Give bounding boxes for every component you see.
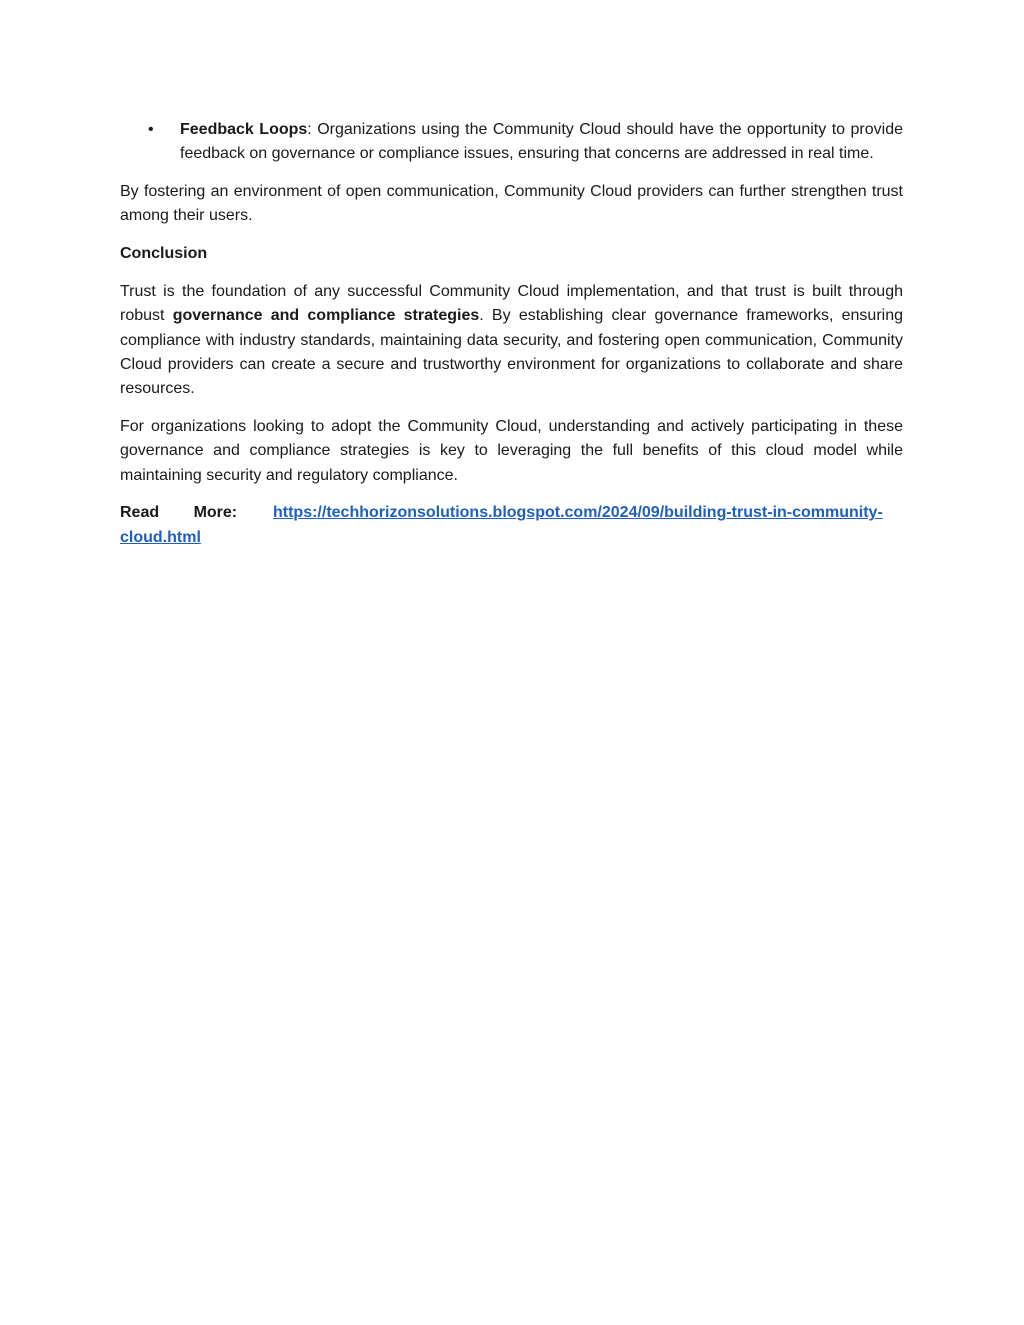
list-item-feedback-loops bbox=[120, 118, 903, 167]
adopt-paragraph: For organizations looking to adopt the Community Cloud, understanding and actively participating in these governance and compliance strategies is key to leveraging the full benefits of this cloud model while maintaining security and regulatory compliance. bbox=[120, 417, 903, 484]
conclusion-text-pre: Trust is the foundation of any successful Community Cloud implementation, and that trust is built through robust bbox=[120, 282, 903, 325]
bullet-icon: • bbox=[148, 121, 154, 138]
conclusion-text-post: . By establishing clear governance frameworks, ensuring compliance with industry standards, maintaining data security, and fostering open communication, Community Cloud providers can create a secure and trustworthy environment for organizations to collaborate and share resources. bbox=[120, 307, 904, 398]
document-page bbox=[120, 118, 903, 550]
read-more-label: Read More: bbox=[120, 504, 238, 522]
open-communication-paragraph: By fostering an environment of open communication, Community Cloud providers can further strengthen trust among their users. bbox=[120, 183, 903, 225]
feedback-loops-label: Feedback Loops bbox=[180, 121, 308, 138]
conclusion-text-bold: governance and compliance strategies bbox=[172, 307, 480, 325]
conclusion-paragraph bbox=[120, 280, 903, 401]
conclusion-heading: Conclusion bbox=[120, 245, 208, 263]
bullet-list bbox=[120, 118, 903, 167]
read-more-link[interactable]: https://techhorizonsolutions.blogspot.com/2024/09/building-trust-in-community-cloud.html bbox=[120, 504, 883, 546]
feedback-loops-text: : Organizations using the Community Cloud should have the opportunity to provide feedback on governance or compliance issues, ensuring that concerns are addressed in real time. bbox=[180, 121, 904, 163]
read-more-row bbox=[120, 501, 903, 550]
